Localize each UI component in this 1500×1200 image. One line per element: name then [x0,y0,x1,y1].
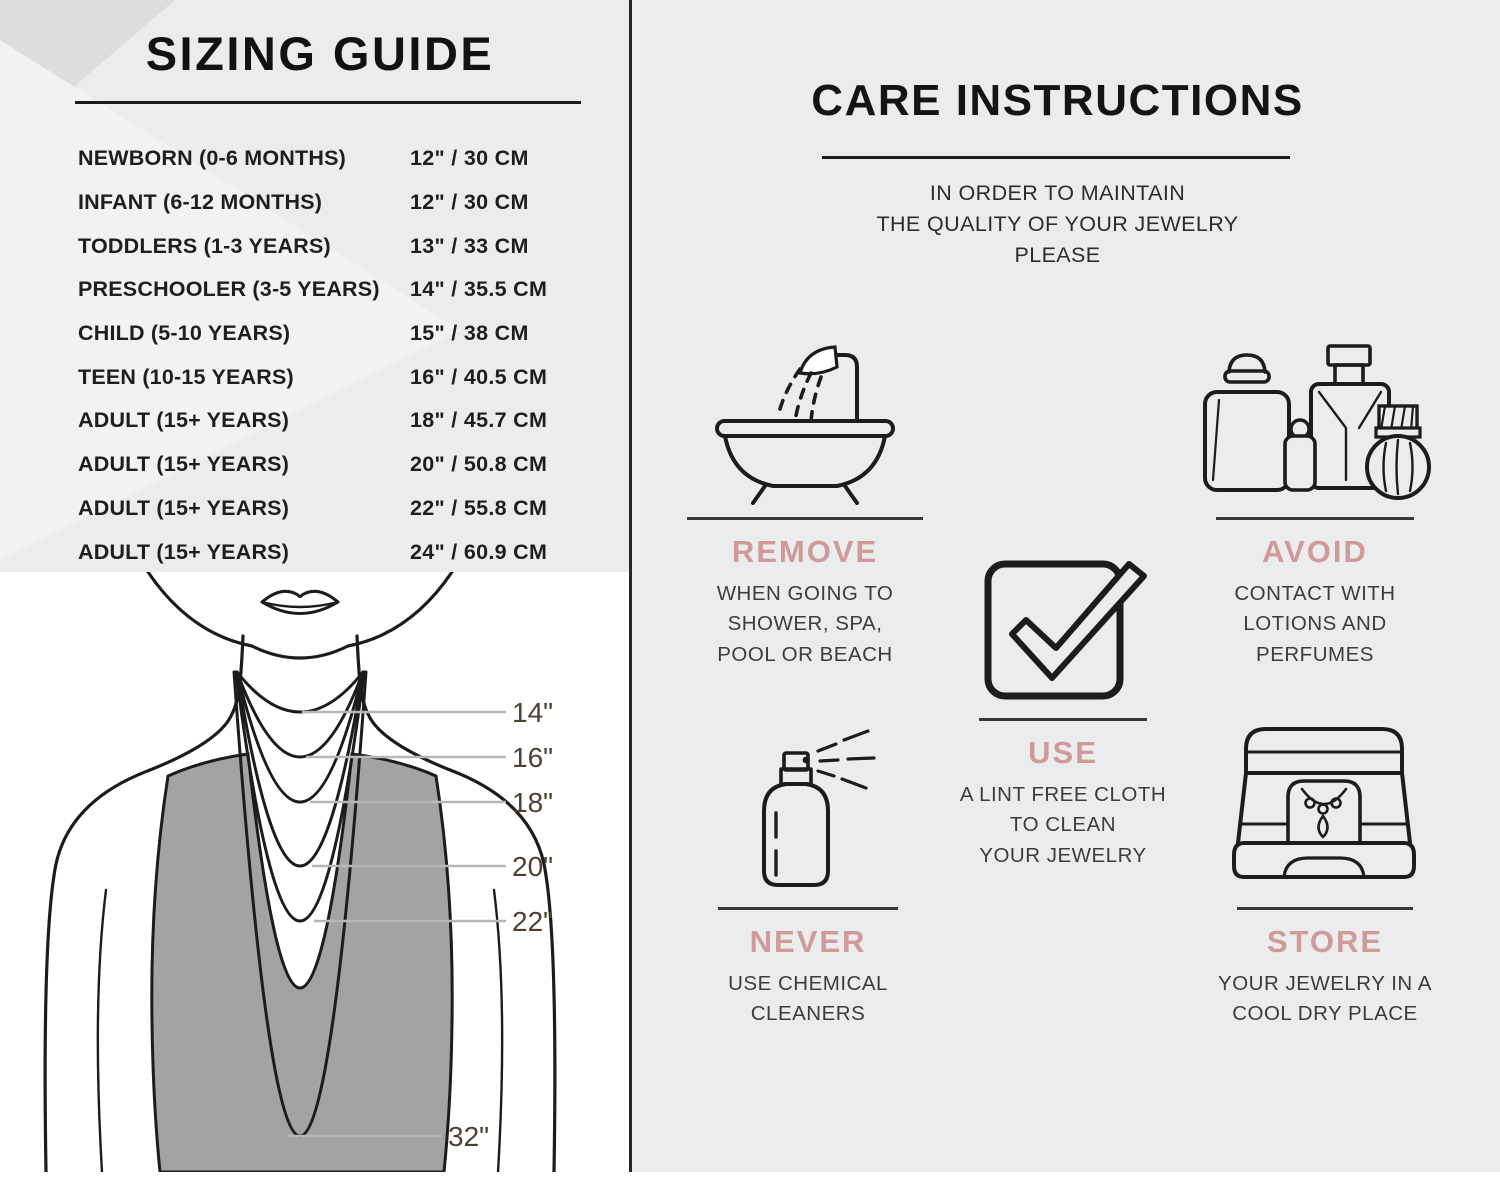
care-item-heading: USE [1028,734,1098,770]
sizing-table [78,137,578,574]
care-item-heading: REMOVE [731,533,879,569]
age-label: CHILD (5-10 YEARS) [78,321,291,346]
care-item-rule [687,517,923,520]
necklace-length-label: 22" [512,906,554,937]
care-instructions-title: CARE INSTRUCTIONS [811,76,1304,125]
size-value: 16" / 40.5 CM [410,364,548,389]
necklace-length-label: 16" [512,742,554,773]
care-item-line: YOUR JEWELRY [979,843,1147,867]
care-title-rule [822,156,1290,159]
bathtub-icon [645,345,965,505]
age-label: ADULT (15+ YEARS) [78,495,290,520]
spray-bottle-icon [648,710,968,895]
table-row [78,224,578,268]
care-item-line: A LINT FREE CLOTH [959,782,1167,806]
care-item-line: WHEN GOING TO [716,581,894,605]
care-item-line: USE CHEMICAL [728,971,888,995]
size-value: 15" / 38 CM [410,321,529,346]
care-item-text [717,579,894,671]
table-row [78,355,578,399]
age-label: TODDLERS (1-3 YEARS) [78,233,331,258]
age-label: ADULT (15+ YEARS) [78,452,290,477]
care-subtitle-line: THE QUALITY OF YOUR JEWELRY [876,212,1239,236]
care-subtitle-line: PLEASE [1014,243,1101,267]
care-item-rule [1237,907,1413,910]
size-value: 22" / 55.8 CM [410,495,548,520]
age-label: ADULT (15+ YEARS) [78,539,290,564]
age-label: NEWBORN (0-6 MONTHS) [78,146,346,171]
care-item-line: TO CLEAN [1009,813,1117,836]
table-row [78,181,578,225]
care-subtitle-line: IN ORDER TO MAINTAIN [929,181,1186,205]
care-subtitle [680,178,1435,271]
size-value: 14" / 35.5 CM [410,277,548,302]
care-item-line: COOL DRY PLACE [1232,1002,1418,1025]
size-value: 12" / 30 CM [410,146,529,171]
size-value: 13" / 33 CM [410,233,529,258]
necklace-length-label: 18" [512,787,554,818]
woman-bust-illustration [0,572,629,1172]
care-item-line: YOUR JEWELRY IN A [1218,971,1432,995]
care-item-line: SHOWER, SPA, [727,612,883,635]
size-value: 20" / 50.8 CM [410,452,548,477]
size-value: 24" / 60.9 CM [410,539,548,564]
table-row [78,530,578,574]
necklace-length-label: 14" [512,697,554,728]
care-item-line: POOL OR BEACH [717,642,893,666]
size-value: 18" / 45.7 CM [410,408,548,433]
care-item-line: CONTACT WITH [1234,581,1396,605]
age-label: TEEN (10-15 YEARS) [78,364,294,389]
care-item-never [648,710,968,1030]
age-label: PRESCHOOLER (3-5 YEARS) [78,277,380,302]
care-item-text [960,780,1166,872]
sizing-title-rule [75,101,581,104]
table-row [78,137,578,181]
care-item-line: PERFUMES [1256,642,1374,666]
table-row [78,399,578,443]
care-item-rule [718,907,898,910]
care-item-text [728,969,888,1030]
care-item-text [1218,969,1432,1030]
panel-divider [629,0,632,1172]
care-item-heading: AVOID [1262,533,1368,569]
care-item-store [1165,716,1485,1030]
table-row [78,268,578,312]
care-item-heading: STORE [1266,923,1384,959]
table-row [78,443,578,487]
table-row [78,487,578,531]
size-value: 12" / 30 CM [410,190,529,215]
perfume-bottles-icon [1155,340,1475,505]
sizing-guide-title: SIZING GUIDE [145,27,495,80]
table-row [78,312,578,356]
care-item-line: LOTIONS AND [1243,612,1387,635]
age-label: ADULT (15+ YEARS) [78,408,290,433]
care-item-rule [979,718,1147,721]
care-item-text [1234,579,1395,671]
bottom-margin [0,1172,1500,1200]
checkmark-icon [903,538,1223,706]
care-item-heading: NEVER [749,923,867,959]
jewelry-box-icon [1165,716,1485,895]
care-item-rule [1216,517,1414,520]
age-label: INFANT (6-12 MONTHS) [78,190,323,215]
necklace-length-diagram [0,572,629,1172]
care-item-line: CLEANERS [750,1002,866,1025]
necklace-length-label: 20" [512,851,554,882]
necklace-length-label: 32" [448,1121,490,1152]
